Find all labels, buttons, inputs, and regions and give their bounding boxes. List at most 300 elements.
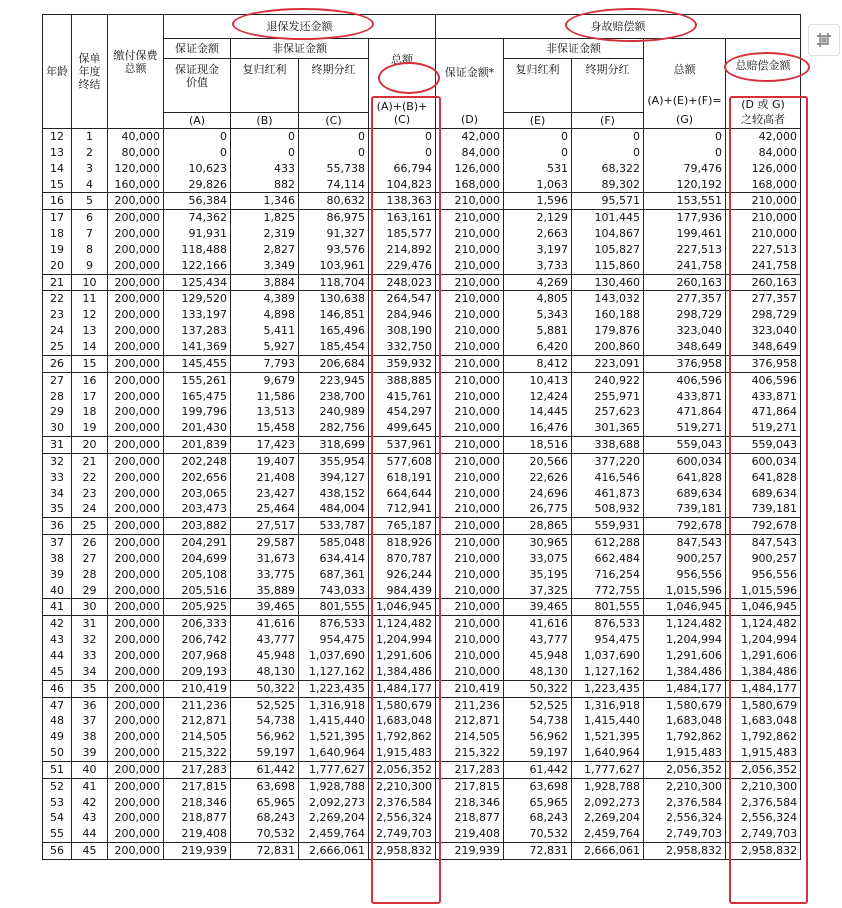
- cell-death-total: 2,376,584: [644, 795, 726, 811]
- table-row: [43, 778, 801, 794]
- cell-age: 33: [43, 470, 72, 486]
- cell-age: 14: [43, 161, 72, 177]
- cell-total-death: 277,357: [726, 291, 801, 307]
- table-row: [43, 729, 801, 745]
- cell-terminal: 533,787: [299, 518, 369, 535]
- cell-death-total: 323,040: [644, 323, 726, 339]
- cell-surrender-total: 2,056,352: [369, 761, 436, 778]
- header-col-e: (E): [504, 113, 572, 129]
- header-death-terminal: 终期分红: [572, 59, 644, 113]
- cell-death-guaranteed: 210,000: [436, 518, 504, 535]
- table-row: [43, 567, 801, 583]
- cell-death-total: 1,291,606: [644, 648, 726, 664]
- cell-terminal: 206,684: [299, 355, 369, 372]
- cell-total-death: 641,828: [726, 470, 801, 486]
- cell-year: 22: [72, 470, 108, 486]
- cell-terminal: 1,928,788: [299, 778, 369, 794]
- cell-death-total: 298,729: [644, 307, 726, 323]
- cell-premium: 200,000: [108, 420, 164, 436]
- cell-premium: 200,000: [108, 616, 164, 632]
- cell-guaranteed-cash: 201,839: [164, 437, 231, 454]
- cell-death-terminal: 876,533: [572, 616, 644, 632]
- cell-reversionary: 61,442: [231, 761, 299, 778]
- cell-death-terminal: 1,640,964: [572, 745, 644, 761]
- cell-premium: 200,000: [108, 323, 164, 339]
- cell-death-total: 956,556: [644, 567, 726, 583]
- cell-total-death: 260,163: [726, 274, 801, 291]
- cell-age: 30: [43, 420, 72, 436]
- cell-total-death: 900,257: [726, 551, 801, 567]
- header-age: 年龄: [43, 15, 72, 129]
- header-col-f: (F): [572, 113, 644, 129]
- header-total-death-cell: [726, 39, 801, 129]
- cell-year: 18: [72, 404, 108, 420]
- cell-year: 16: [72, 372, 108, 388]
- header-col-a: (A): [164, 113, 231, 129]
- cell-premium: 200,000: [108, 291, 164, 307]
- cell-surrender-total: 332,750: [369, 339, 436, 355]
- cell-death-guaranteed: 210,000: [436, 632, 504, 648]
- cell-guaranteed-cash: 217,283: [164, 761, 231, 778]
- cell-reversionary: 63,698: [231, 778, 299, 794]
- table-row: [43, 323, 801, 339]
- cell-age: 26: [43, 355, 72, 372]
- cell-age: 54: [43, 810, 72, 826]
- cell-year: 23: [72, 486, 108, 502]
- cell-guaranteed-cash: 203,065: [164, 486, 231, 502]
- cell-terminal: 80,632: [299, 193, 369, 210]
- cell-guaranteed-cash: 212,871: [164, 713, 231, 729]
- header-guaranteed-cash-line1: 保证现金: [175, 63, 219, 76]
- cell-year: 27: [72, 551, 108, 567]
- cell-age: 32: [43, 453, 72, 469]
- cell-surrender-total: 229,476: [369, 258, 436, 274]
- cell-guaranteed-cash: 74,362: [164, 210, 231, 226]
- cell-age: 19: [43, 242, 72, 258]
- cell-reversionary: 7,793: [231, 355, 299, 372]
- cell-death-reversionary: 68,243: [504, 810, 572, 826]
- cell-premium: 200,000: [108, 274, 164, 291]
- cell-death-total: 376,958: [644, 355, 726, 372]
- cell-terminal: 1,316,918: [299, 697, 369, 713]
- cell-surrender-total: 185,577: [369, 226, 436, 242]
- header-col-dg: (D 或 G): [741, 98, 785, 111]
- cell-terminal: 240,989: [299, 404, 369, 420]
- cell-terminal: 0: [299, 129, 369, 145]
- cell-premium: 200,000: [108, 713, 164, 729]
- table-row: [43, 291, 801, 307]
- cell-death-total: 739,181: [644, 501, 726, 517]
- header-death-guaranteed: 保证金额*: [444, 66, 495, 79]
- cell-death-terminal: 1,777,627: [572, 761, 644, 778]
- cell-reversionary: 0: [231, 129, 299, 145]
- cell-surrender-total: 264,547: [369, 291, 436, 307]
- cell-surrender-total: 499,645: [369, 420, 436, 436]
- cell-guaranteed-cash: 118,488: [164, 242, 231, 258]
- header-terminal: 终期分红: [299, 59, 369, 113]
- cell-terminal: 1,640,964: [299, 745, 369, 761]
- cell-guaranteed-cash: 215,322: [164, 745, 231, 761]
- cell-death-terminal: 223,091: [572, 355, 644, 372]
- cell-year: 29: [72, 583, 108, 599]
- cell-death-reversionary: 48,130: [504, 664, 572, 680]
- cell-total-death: 600,034: [726, 453, 801, 469]
- cell-age: 34: [43, 486, 72, 502]
- cell-death-total: 1,015,596: [644, 583, 726, 599]
- cell-death-reversionary: 30,965: [504, 535, 572, 551]
- header-col-b: (B): [231, 113, 299, 129]
- cell-premium: 200,000: [108, 778, 164, 794]
- cell-death-reversionary: 63,698: [504, 778, 572, 794]
- cell-year: 9: [72, 258, 108, 274]
- cell-death-terminal: 1,415,440: [572, 713, 644, 729]
- cell-death-reversionary: 65,965: [504, 795, 572, 811]
- cell-death-guaranteed: 210,419: [436, 680, 504, 697]
- cell-total-death: 1,291,606: [726, 648, 801, 664]
- cell-death-total: 1,792,862: [644, 729, 726, 745]
- cell-guaranteed-cash: 141,369: [164, 339, 231, 355]
- cell-death-guaranteed: 210,000: [436, 551, 504, 567]
- cell-reversionary: 65,965: [231, 795, 299, 811]
- cell-death-reversionary: 45,948: [504, 648, 572, 664]
- table-row: [43, 129, 801, 145]
- cell-death-reversionary: 2,129: [504, 210, 572, 226]
- cell-surrender-total: 1,683,048: [369, 713, 436, 729]
- table-row: [43, 599, 801, 616]
- cell-premium: 40,000: [108, 129, 164, 145]
- header-col-g-formula: (A)+(E)+(F)=: [647, 94, 722, 107]
- cell-reversionary: 48,130: [231, 664, 299, 680]
- cell-guaranteed-cash: 204,699: [164, 551, 231, 567]
- cell-premium: 200,000: [108, 551, 164, 567]
- header-surrender-total-cell: [369, 39, 436, 129]
- cell-reversionary: 0: [231, 145, 299, 161]
- table-row: [43, 210, 801, 226]
- cell-total-death: 559,043: [726, 437, 801, 454]
- cell-reversionary: 52,525: [231, 697, 299, 713]
- cell-year: 20: [72, 437, 108, 454]
- cell-total-death: 2,210,300: [726, 778, 801, 794]
- cell-death-reversionary: 50,322: [504, 680, 572, 697]
- cell-death-guaranteed: 218,877: [436, 810, 504, 826]
- header-guaranteed-cash-line2: 价值: [186, 76, 208, 89]
- cell-total-death: 1,580,679: [726, 697, 801, 713]
- cell-death-guaranteed: 210,000: [436, 339, 504, 355]
- cell-age: 39: [43, 567, 72, 583]
- cell-terminal: 1,415,440: [299, 713, 369, 729]
- header-premium-line1: 缴付保费: [113, 49, 158, 62]
- cell-guaranteed-cash: 206,333: [164, 616, 231, 632]
- cell-death-reversionary: 4,805: [504, 291, 572, 307]
- header-premium-line2: 总额: [124, 62, 147, 75]
- cell-age: 36: [43, 518, 72, 535]
- cell-premium: 200,000: [108, 745, 164, 761]
- cell-surrender-total: 984,439: [369, 583, 436, 599]
- cell-surrender-total: 0: [369, 129, 436, 145]
- cell-surrender-total: 248,023: [369, 274, 436, 291]
- cell-surrender-total: 712,941: [369, 501, 436, 517]
- cell-terminal: 484,004: [299, 501, 369, 517]
- cell-total-death: 168,000: [726, 177, 801, 193]
- cell-death-guaranteed: 126,000: [436, 161, 504, 177]
- cell-death-terminal: 0: [572, 129, 644, 145]
- cell-death-reversionary: 56,962: [504, 729, 572, 745]
- cell-death-total: 1,204,994: [644, 632, 726, 648]
- table-row: [43, 501, 801, 517]
- cell-death-total: 1,683,048: [644, 713, 726, 729]
- cell-guaranteed-cash: 145,455: [164, 355, 231, 372]
- cell-terminal: 282,756: [299, 420, 369, 436]
- cell-terminal: 86,975: [299, 210, 369, 226]
- header-col-dg-note: 之较高者: [741, 113, 786, 126]
- cell-death-terminal: 200,860: [572, 339, 644, 355]
- table-row: [43, 145, 801, 161]
- cell-surrender-total: 2,210,300: [369, 778, 436, 794]
- cell-death-guaranteed: 210,000: [436, 599, 504, 616]
- cell-guaranteed-cash: 209,193: [164, 664, 231, 680]
- cell-death-total: 1,580,679: [644, 697, 726, 713]
- header-premium: [108, 15, 164, 129]
- cell-death-guaranteed: 210,000: [436, 470, 504, 486]
- cell-premium: 200,000: [108, 632, 164, 648]
- cell-death-reversionary: 0: [504, 145, 572, 161]
- cell-reversionary: 41,616: [231, 616, 299, 632]
- cell-surrender-total: 308,190: [369, 323, 436, 339]
- cell-reversionary: 9,679: [231, 372, 299, 388]
- cell-death-reversionary: 531: [504, 161, 572, 177]
- cell-surrender-total: 664,644: [369, 486, 436, 502]
- cell-surrender-total: 1,580,679: [369, 697, 436, 713]
- cell-age: 29: [43, 404, 72, 420]
- header-death-group: 身故赔偿额: [436, 15, 801, 39]
- cell-year: 4: [72, 177, 108, 193]
- table-row: [43, 226, 801, 242]
- cell-surrender-total: 1,046,945: [369, 599, 436, 616]
- cell-year: 35: [72, 680, 108, 697]
- cell-age: 16: [43, 193, 72, 210]
- cell-death-total: 406,596: [644, 372, 726, 388]
- header-policy-year-line1: 保单: [78, 52, 101, 65]
- header-policy-year-line2: 年度: [78, 65, 101, 78]
- cell-terminal: 146,851: [299, 307, 369, 323]
- cell-guaranteed-cash: 218,346: [164, 795, 231, 811]
- cell-death-total: 0: [644, 145, 726, 161]
- cell-surrender-total: 2,556,324: [369, 810, 436, 826]
- table-row: [43, 535, 801, 551]
- cell-total-death: 956,556: [726, 567, 801, 583]
- header-policy-year-line3: 终结: [78, 78, 101, 91]
- cell-death-total: 641,828: [644, 470, 726, 486]
- cell-death-reversionary: 8,412: [504, 355, 572, 372]
- cell-premium: 200,000: [108, 258, 164, 274]
- cell-age: 12: [43, 129, 72, 145]
- cell-guaranteed-cash: 219,939: [164, 843, 231, 860]
- cell-reversionary: 1,346: [231, 193, 299, 210]
- cell-death-terminal: 255,971: [572, 389, 644, 405]
- cell-reversionary: 13,513: [231, 404, 299, 420]
- cell-terminal: 743,033: [299, 583, 369, 599]
- cell-reversionary: 21,408: [231, 470, 299, 486]
- table-row: [43, 470, 801, 486]
- cell-death-terminal: 1,316,918: [572, 697, 644, 713]
- header-reversionary: 复归红利: [231, 59, 299, 113]
- cell-premium: 200,000: [108, 583, 164, 599]
- cell-age: 25: [43, 339, 72, 355]
- benefit-illustration-table: [42, 14, 801, 860]
- cell-guaranteed-cash: 0: [164, 129, 231, 145]
- cell-terminal: 55,738: [299, 161, 369, 177]
- cell-terminal: 1,037,690: [299, 648, 369, 664]
- cell-year: 40: [72, 761, 108, 778]
- table-row: [43, 761, 801, 778]
- cell-year: 34: [72, 664, 108, 680]
- cell-guaranteed-cash: 217,815: [164, 778, 231, 794]
- cell-guaranteed-cash: 206,742: [164, 632, 231, 648]
- cell-reversionary: 43,777: [231, 632, 299, 648]
- cell-death-reversionary: 37,325: [504, 583, 572, 599]
- table-row: [43, 389, 801, 405]
- cell-death-reversionary: 20,566: [504, 453, 572, 469]
- table-row: [43, 632, 801, 648]
- cell-guaranteed-cash: 0: [164, 145, 231, 161]
- cell-death-guaranteed: 210,000: [436, 307, 504, 323]
- cell-death-guaranteed: 210,000: [436, 535, 504, 551]
- cell-terminal: 185,454: [299, 339, 369, 355]
- cell-death-terminal: 115,860: [572, 258, 644, 274]
- crop-icon-glyph: [814, 30, 834, 50]
- cell-premium: 200,000: [108, 680, 164, 697]
- cell-terminal: 687,361: [299, 567, 369, 583]
- cell-reversionary: 27,517: [231, 518, 299, 535]
- cell-surrender-total: 1,792,862: [369, 729, 436, 745]
- cell-death-terminal: 301,365: [572, 420, 644, 436]
- cell-death-guaranteed: 210,000: [436, 648, 504, 664]
- cell-death-guaranteed: 210,000: [436, 193, 504, 210]
- cell-year: 45: [72, 843, 108, 860]
- cell-age: 13: [43, 145, 72, 161]
- cell-guaranteed-cash: 219,408: [164, 826, 231, 842]
- cell-premium: 200,000: [108, 501, 164, 517]
- cell-guaranteed-cash: 91,931: [164, 226, 231, 242]
- cell-guaranteed-cash: 155,261: [164, 372, 231, 388]
- cell-total-death: 471,864: [726, 404, 801, 420]
- cell-year: 17: [72, 389, 108, 405]
- header-death-total: 总额: [673, 63, 696, 76]
- cell-surrender-total: 537,961: [369, 437, 436, 454]
- header-death-reversionary: 复归红利: [504, 59, 572, 113]
- cell-death-terminal: 104,867: [572, 226, 644, 242]
- cell-premium: 200,000: [108, 437, 164, 454]
- cell-death-guaranteed: 210,000: [436, 389, 504, 405]
- cell-reversionary: 433: [231, 161, 299, 177]
- cell-death-total: 120,192: [644, 177, 726, 193]
- cell-death-guaranteed: 211,236: [436, 697, 504, 713]
- cell-age: 40: [43, 583, 72, 599]
- cell-total-death: 2,376,584: [726, 795, 801, 811]
- cell-death-terminal: 130,460: [572, 274, 644, 291]
- cell-total-death: 1,484,177: [726, 680, 801, 697]
- cell-death-total: 519,271: [644, 420, 726, 436]
- cell-death-total: 2,056,352: [644, 761, 726, 778]
- crop-icon[interactable]: [808, 24, 840, 56]
- table-row: [43, 680, 801, 697]
- cell-premium: 200,000: [108, 470, 164, 486]
- cell-year: 43: [72, 810, 108, 826]
- cell-surrender-total: 870,787: [369, 551, 436, 567]
- cell-age: 53: [43, 795, 72, 811]
- cell-death-total: 227,513: [644, 242, 726, 258]
- cell-death-guaranteed: 210,000: [436, 210, 504, 226]
- cell-age: 46: [43, 680, 72, 697]
- cell-reversionary: 15,458: [231, 420, 299, 436]
- cell-death-reversionary: 5,881: [504, 323, 572, 339]
- cell-guaranteed-cash: 203,882: [164, 518, 231, 535]
- cell-death-total: 600,034: [644, 453, 726, 469]
- cell-death-reversionary: 54,738: [504, 713, 572, 729]
- cell-age: 15: [43, 177, 72, 193]
- cell-reversionary: 54,738: [231, 713, 299, 729]
- table-row: [43, 616, 801, 632]
- cell-premium: 120,000: [108, 161, 164, 177]
- cell-surrender-total: 2,749,703: [369, 826, 436, 842]
- cell-total-death: 241,758: [726, 258, 801, 274]
- cell-terminal: 2,092,273: [299, 795, 369, 811]
- cell-year: 15: [72, 355, 108, 372]
- cell-surrender-total: 454,297: [369, 404, 436, 420]
- cell-age: 42: [43, 616, 72, 632]
- cell-year: 3: [72, 161, 108, 177]
- cell-age: 20: [43, 258, 72, 274]
- cell-death-reversionary: 3,733: [504, 258, 572, 274]
- cell-death-guaranteed: 210,000: [436, 291, 504, 307]
- cell-terminal: 93,576: [299, 242, 369, 258]
- cell-surrender-total: 0: [369, 145, 436, 161]
- cell-guaranteed-cash: 199,796: [164, 404, 231, 420]
- cell-terminal: 103,961: [299, 258, 369, 274]
- cell-guaranteed-cash: 137,283: [164, 323, 231, 339]
- cell-death-terminal: 1,521,395: [572, 729, 644, 745]
- cell-year: 33: [72, 648, 108, 664]
- cell-premium: 200,000: [108, 843, 164, 860]
- cell-guaranteed-cash: 204,291: [164, 535, 231, 551]
- cell-age: 55: [43, 826, 72, 842]
- cell-reversionary: 3,884: [231, 274, 299, 291]
- cell-terminal: 318,699: [299, 437, 369, 454]
- header-policy-year: [72, 15, 108, 129]
- cell-age: 17: [43, 210, 72, 226]
- cell-death-reversionary: 18,516: [504, 437, 572, 454]
- table-row: [43, 193, 801, 210]
- cell-total-death: 227,513: [726, 242, 801, 258]
- table-row: [43, 486, 801, 502]
- cell-age: 24: [43, 323, 72, 339]
- cell-terminal: 394,127: [299, 470, 369, 486]
- cell-guaranteed-cash: 205,516: [164, 583, 231, 599]
- cell-death-total: 900,257: [644, 551, 726, 567]
- cell-year: 44: [72, 826, 108, 842]
- cell-year: 28: [72, 567, 108, 583]
- cell-death-total: 1,124,482: [644, 616, 726, 632]
- cell-age: 28: [43, 389, 72, 405]
- cell-premium: 200,000: [108, 535, 164, 551]
- cell-death-terminal: 2,459,764: [572, 826, 644, 842]
- cell-death-terminal: 105,827: [572, 242, 644, 258]
- cell-premium: 160,000: [108, 177, 164, 193]
- cell-surrender-total: 618,191: [369, 470, 436, 486]
- cell-death-terminal: 801,555: [572, 599, 644, 616]
- cell-guaranteed-cash: 211,236: [164, 697, 231, 713]
- cell-death-terminal: 612,288: [572, 535, 644, 551]
